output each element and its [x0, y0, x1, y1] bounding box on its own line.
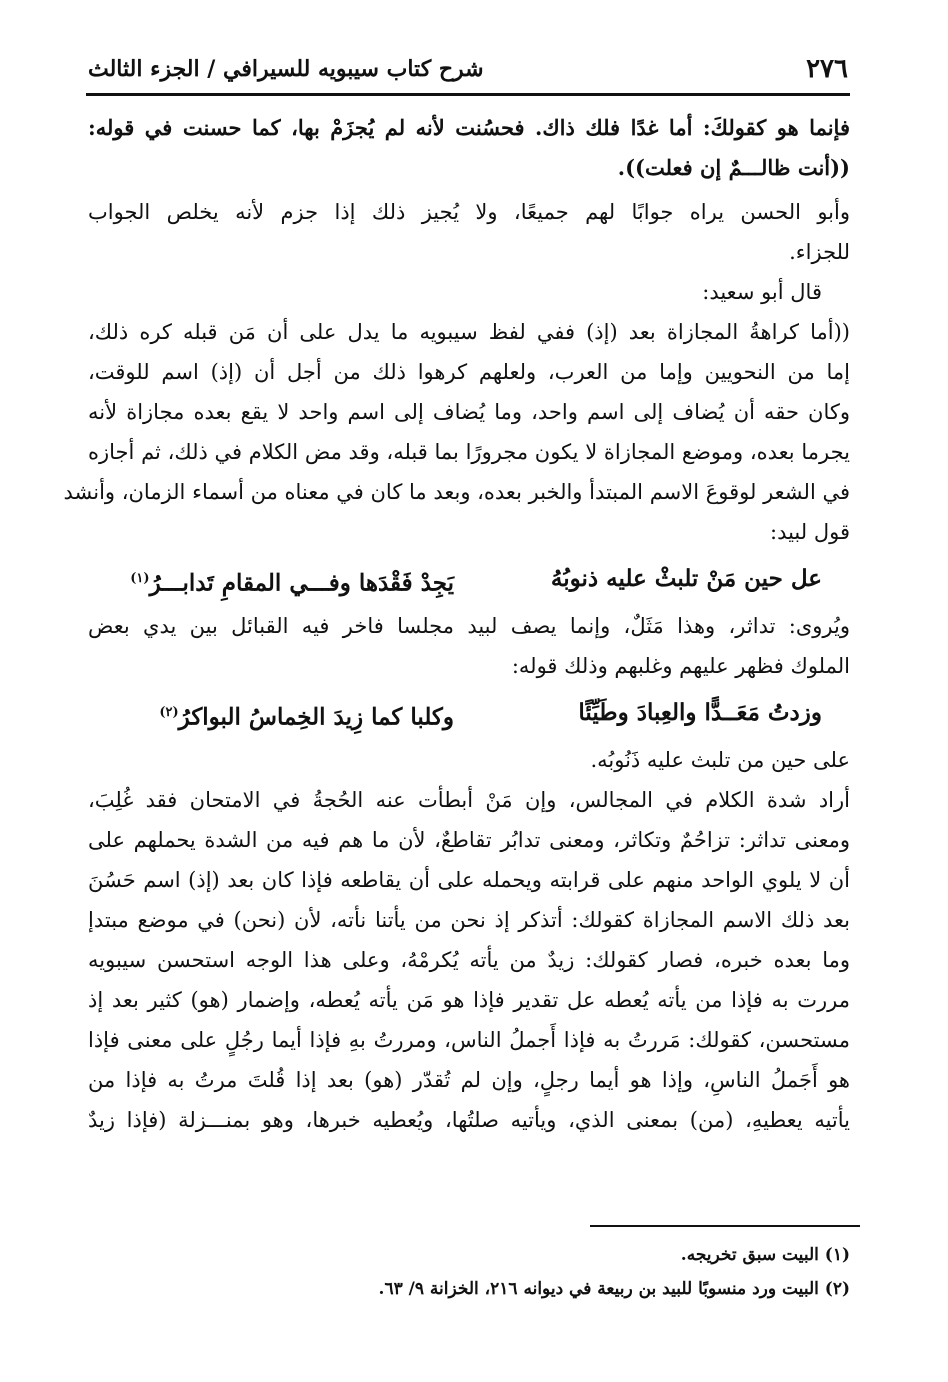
main-text	[63, 108, 850, 1140]
text-line: ومعنى تداثر: تزاحُمٌ وتكاثر، ومعنى تدابُر تقاطعٌ، لأن ما هم فيه من الشدة يحملهم على	[88, 828, 850, 852]
footnote-1: (١) البيت سبق تخريجه.	[680, 1245, 850, 1265]
text-line: هو أَجَملُ الناسِ، وإذا هو أيما رجلٍ، وإن لم تُقدّر (هو) بعد إذا قُلتَ مرتُ به فإذا من	[88, 1068, 850, 1092]
footnote-rule	[590, 1225, 860, 1227]
text-line: يأتيه يعطيهِ، (من) بمعنى الذي، ويأتيه صلتُها، ويُعطيه خبرها، وهو بمنـــزلة (فإذا زيدٌ	[88, 1108, 850, 1132]
footnote-ref-2: (٢)	[159, 705, 179, 720]
verse-2-second-half-text: وكلبا كما زِيدَ الخِماسُ البواكرُ	[178, 703, 454, 731]
page-number: ٢٧٦	[806, 54, 848, 84]
text-line: أراد شدة الكلام في المجالس، وإن مَنْ أبطأت عنه الحُجةُ في الامتحان فقد غُلِبَ،	[88, 788, 850, 812]
verse-1	[88, 552, 850, 606]
text-line: الملوك فظهر عليهم وغلبهم وذلك قوله:	[511, 654, 850, 678]
running-title: شرح كتاب سيبويه للسيرافي / الجزء الثالث	[88, 56, 484, 82]
section-heading: قال أبو سعيد:	[702, 280, 822, 304]
text-line: مررت به فإذا من يأته يُعطه عل تقدير فإذا هو مَن يأته يُعطه، وإضمار (هو) كثير بعد إذ	[88, 988, 850, 1012]
text-line: فإنما هو كقولكَ: أما غدًا فلك ذاك. فحسُنت لأنه لم يُجزَمْ بها، كما حسنت في قوله:	[88, 115, 850, 140]
footnote-ref-1: (١)	[130, 571, 150, 586]
text-line: في الشعر لوقوعَ الاسم المبتدأ والخبر بعده، وبعد ما كان في معناه من أسماء الزمان، وأنشد	[63, 480, 850, 504]
verse-1-second-half-text: يَجِدْ فَقْدَها وفـــي المقامِ تَدابـــرُ	[149, 569, 454, 597]
text-line: ((أما كراهةُ المجازاة بعد (إذ) ففي لفظ سيبويه ما يدل على أن مَن قبله كره ذلك،	[88, 320, 850, 344]
verse-2-second-half	[88, 686, 482, 740]
text-line: يجرما بعده، وموضع المجازاة لا يكون مجرورًا بما قبله، وقد مض الكلام في ذلك، ثم أجازه	[88, 440, 850, 464]
text-line: أن لا يلوي الواحد منهم على قرابته ويحمله على أن يقاطعه فإذا كان بعد (إذ) اسم حَسُنَ	[88, 868, 850, 892]
text-line: ((أنت ظالـــمٌ إن فعلت)).	[617, 155, 850, 180]
page-header	[88, 52, 848, 92]
verse-1-first-half: عل حين مَنْ تلبثْ عليه ذنوبُهُ	[550, 565, 822, 592]
text-line: ويُروى: تداثر، وهذا مَثَلٌ، وإنما يصف لبيد مجلسا فاخر فيه القبائل بين يدي بعض	[88, 614, 850, 638]
verse-1-second-half	[88, 552, 482, 606]
header-rule	[86, 93, 850, 96]
text-line: إما من النحويين وإما من العرب، ولعلهم كرهوا ذلك من أجل أن (إذ) اسم للوقت،	[88, 360, 850, 384]
text-line: على حين من تلبث عليه ذَنُوبُه.	[590, 748, 850, 772]
text-line: للجزاء.	[789, 240, 850, 264]
text-line: وأبو الحسن يراه جوابًا لهم جميعًا، ولا يُجيز ذلك إذا جزم لأنه يخلص الجواب	[88, 200, 850, 224]
text-line: قول لبيد:	[770, 520, 850, 544]
text-line: وكان حقه أن يُضاف إلى اسم واحد، وما يُضاف إلى اسم واحد لا يقع بعده مجازاة لأنه	[88, 400, 850, 424]
footnote-2: (٢) البيت ورد منسوبًا للبيد بن ربيعة في ديوانه ٢١٦، الخزانة ٩/ ٦٣.	[378, 1279, 850, 1299]
footnotes	[88, 1238, 850, 1306]
text-line: بعد ذلك الاسم المجازاة كقولك: أتذكر إذ نحن من يأتنا نأته، لأن (نحن) في موضع مبتدإ	[88, 908, 850, 932]
verse-2	[88, 686, 850, 740]
text-line: مستحسن، كقولك: مَررتُ به فإذا أَجملُ الناس، ومررتُ بهِ فإذا أيما رجُلٍ على معنى فإذا	[88, 1028, 850, 1052]
verse-2-first-half: وزدتُ مَعَــدًّا والعِبادَ وطَيِّئًا	[578, 699, 822, 726]
text-line: وما بعده خبره، فصار كقولك: زيدٌ من يأته يُكرمْهُ، وعلى هذا الوجه استحسن سيبويه	[88, 948, 850, 972]
